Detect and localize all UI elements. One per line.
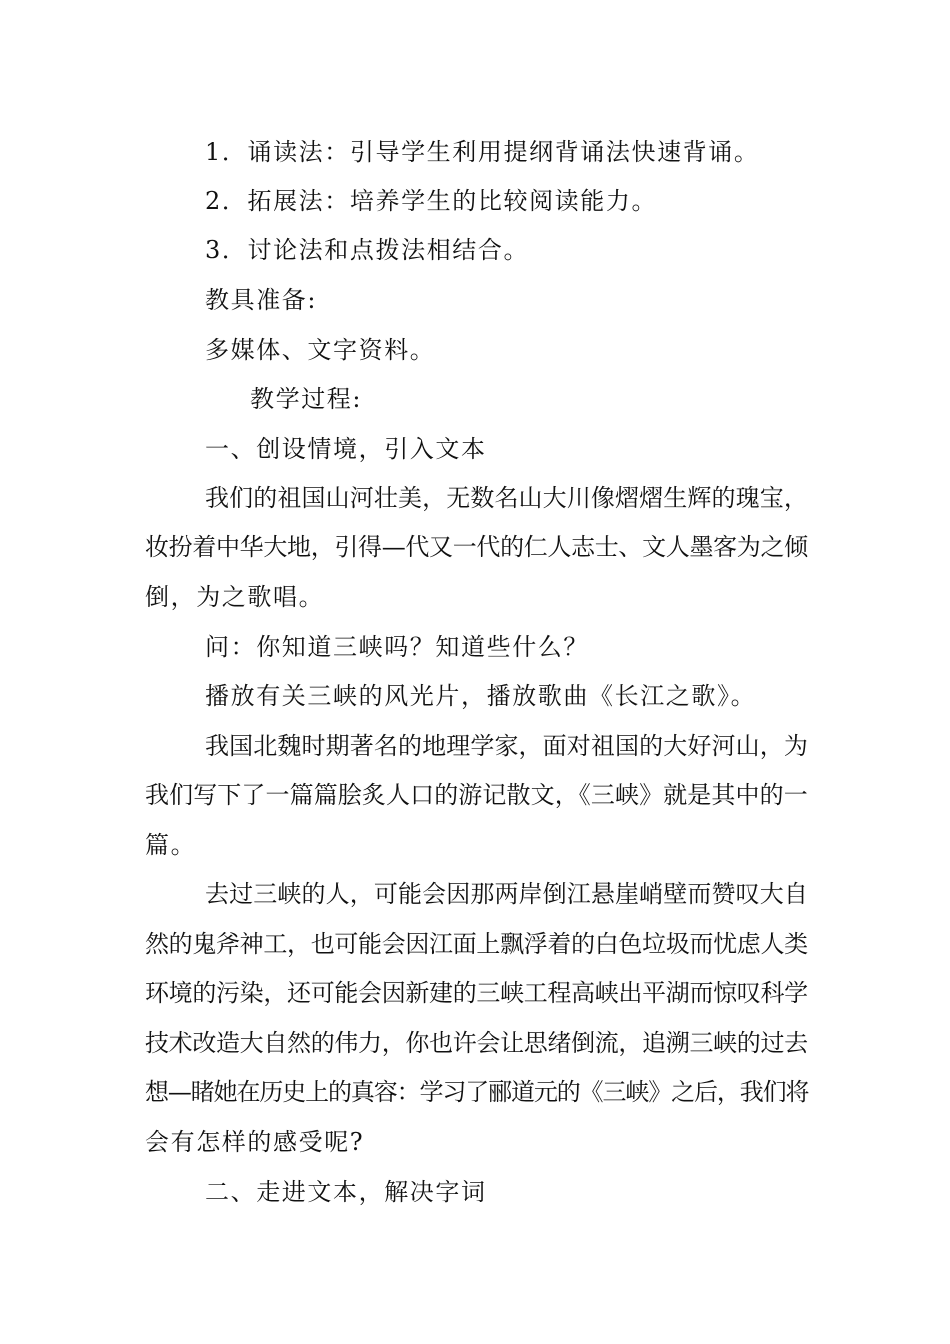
tools-text: 多媒体、文字资料。 (205, 336, 436, 364)
para1-line-3: 倒，为之歌唱。 (145, 583, 325, 611)
para1-line-2: 妆扮着中华大地，引得—代又一代的仁人志士、文人墨客为之倾 (145, 533, 808, 561)
para3-line-3: 环境的污染，还可能会因新建的三峡工程高峡出平湖而惊叹科学 (145, 979, 808, 1007)
method-1: 1．诵读法：引导学生利用提纲背诵法快速背诵。 (205, 138, 760, 166)
process-heading: 教学过程: (250, 385, 363, 413)
section2-heading: 二、走进文本，解决字词 (205, 1178, 487, 1206)
section1-heading: 一、创设情境，引入文本 (205, 435, 487, 463)
para2-line-1: 我国北魏时期著名的地理学家，面对祖国的大好河山，为 (205, 732, 808, 760)
tools-heading: 教具准备: (205, 286, 318, 314)
para1-line-1: 我们的祖国山河壮美，无数名山大川像熠熠生辉的瑰宝， (205, 484, 808, 512)
para2-line-3: 篇。 (145, 831, 197, 859)
play-text: 播放有关三峡的风光片，播放歌曲《长江之歌》。 (205, 682, 757, 710)
para3-line-5: 想—睹她在历史上的真容：学习了郦道元的《三峡》之后，我们将 (145, 1078, 809, 1106)
question-text: 问：你知道三峡吗？知道些什么？ (205, 633, 589, 661)
para3-line-6: 会有怎样的感受呢? (145, 1128, 365, 1156)
method-2: 2．拓展法：培养学生的比较阅读能力。 (205, 187, 658, 215)
para2-line-2: 我们写下了一篇篇脍炙人口的游记散文，《三峡》就是其中的一 (145, 781, 808, 809)
para3-line-1: 去过三峡的人，可能会因那两岸倒江悬崖峭壁而赞叹大自 (205, 880, 808, 908)
method-3: 3．讨论法和点拨法相结合。 (205, 236, 530, 264)
para3-line-2: 然的鬼斧神工，也可能会因江面上飘浮着的白色垃圾而忧虑人类 (145, 930, 808, 958)
para3-line-4: 技术改造大自然的伟力，你也许会让思绪倒流，追溯三峡的过去 (145, 1029, 808, 1057)
